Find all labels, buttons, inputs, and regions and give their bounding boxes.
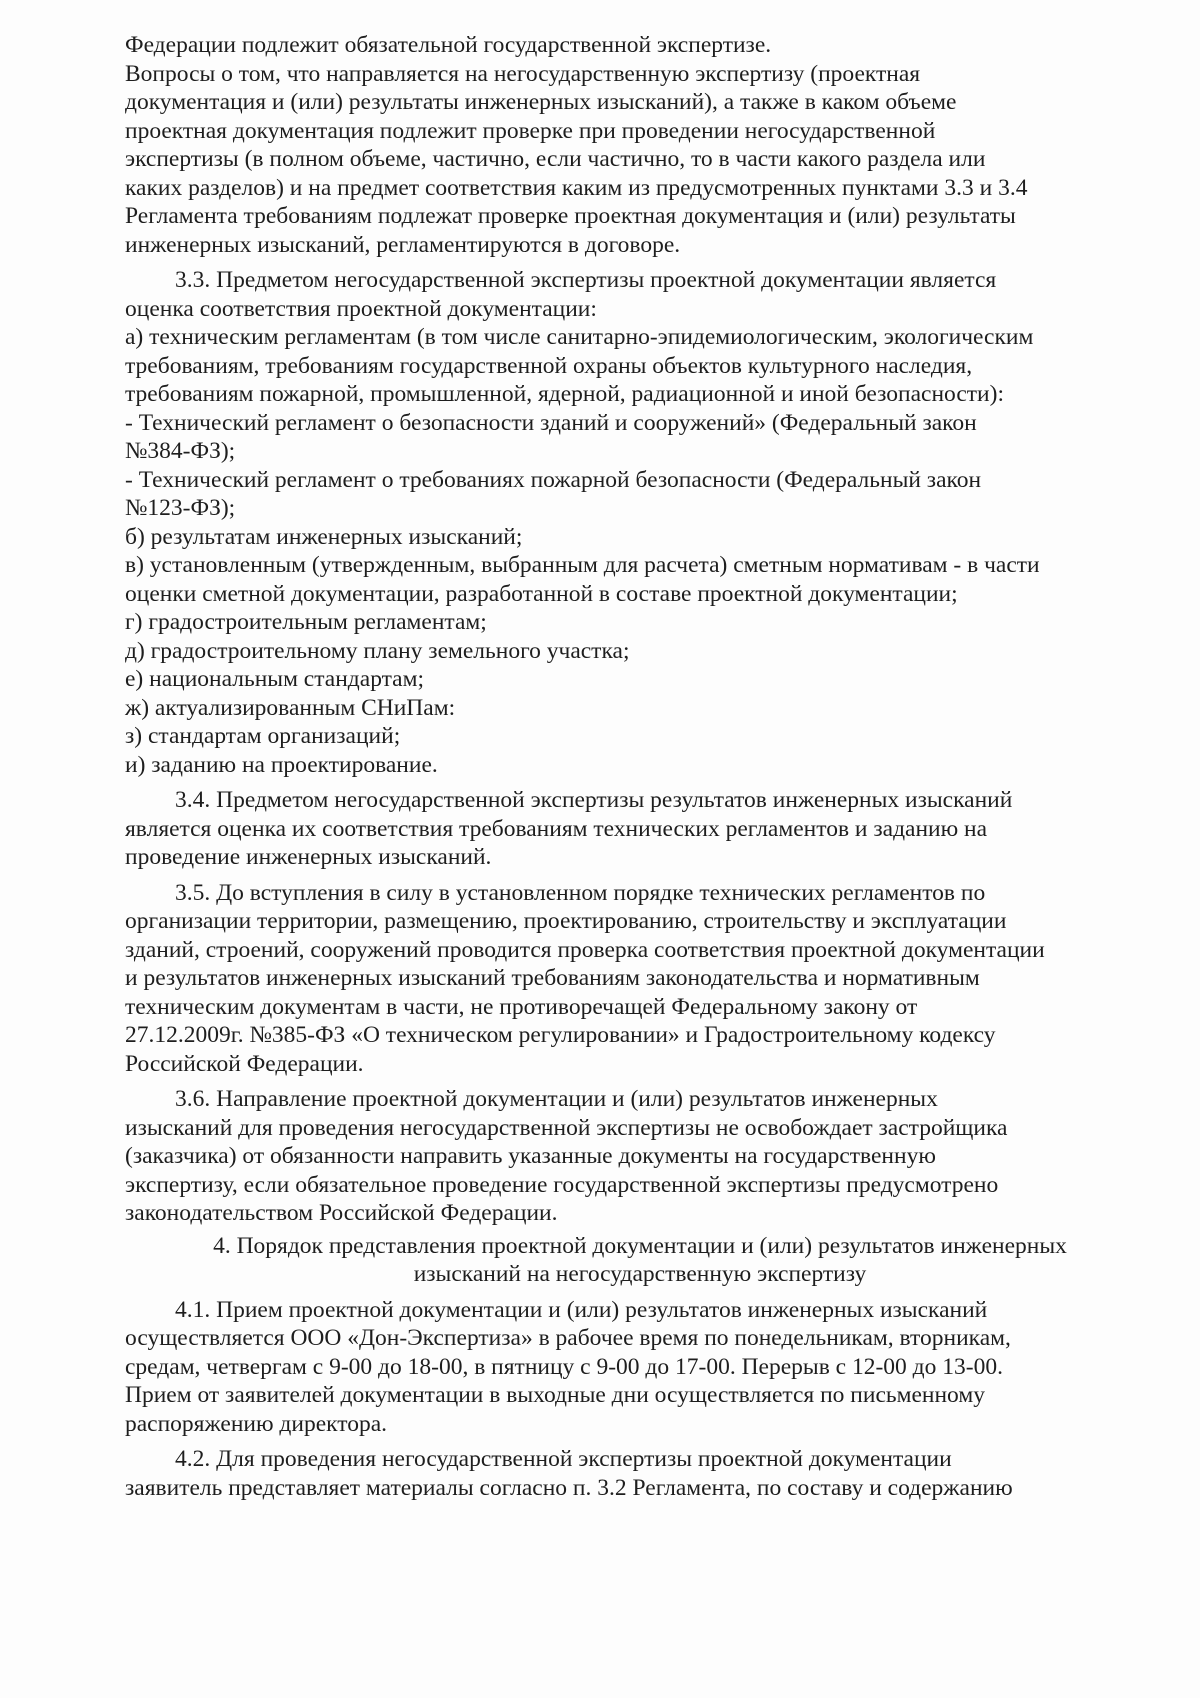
- list-item: - Технический регламент о безопасности зданий и сооружений» (Федеральный закон: [125, 409, 977, 436]
- document-text: [125, 31, 1155, 1502]
- paragraph-3-4: [125, 786, 1155, 872]
- list-item: и) заданию на проектирование.: [125, 751, 438, 778]
- text-line: техническим документам в части, не противоречащей Федеральному закону от: [125, 993, 918, 1020]
- text-line: 4.1. Прием проектной документации и (или) результатов инженерных изысканий: [175, 1296, 988, 1323]
- list-item: б) результатам инженерных изысканий;: [125, 523, 523, 550]
- text-line: документация и (или) результаты инженерных изысканий), а также в каком объеме: [125, 89, 957, 115]
- text-line: экспертизы (в полном объеме, частично, если частично, то в части какого раздела или: [125, 146, 986, 172]
- list-item: з) стандартам организаций;: [125, 723, 401, 749]
- list-item: е) национальным стандартам;: [125, 666, 425, 692]
- text-line: проектная документация подлежит проверке при проведении негосударственной: [125, 117, 936, 144]
- text-line: Федерации подлежит обязательной государственной экспертизе.: [125, 32, 772, 58]
- text-line: и результатов инженерных изысканий требованиям законодательства и нормативным: [125, 965, 980, 991]
- section-4-heading: [125, 1232, 1155, 1289]
- list-item: д) градостроительному плану земельного участка;: [125, 637, 630, 664]
- text-line: Регламента требованиям подлежат проверке проектная документация и (или) результаты: [125, 203, 1016, 229]
- text-line: инженерных изысканий, регламентируются в договоре.: [125, 231, 681, 258]
- list-item: - Технический регламент о требованиях пожарной безопасности (Федеральный закон: [125, 466, 982, 493]
- text-line: требованиям пожарной, промышленной, ядерной, радиационной и иной безопасности):: [125, 381, 1004, 407]
- text-line: Российской Федерации.: [125, 1050, 364, 1077]
- text-line: 4.2. Для проведения негосударственной экспертизы проектной документации: [175, 1446, 952, 1472]
- paragraph-3-6: [125, 1085, 1155, 1228]
- text-line: Вопросы о том, что направляется на негосударственную экспертизу (проектная: [125, 60, 921, 87]
- text-line: 3.5. До вступления в силу в установленном порядке технических регламентов по: [175, 879, 986, 906]
- paragraph-4-1: [125, 1296, 1155, 1439]
- section-heading-line: изысканий на негосударственную экспертизу: [413, 1261, 867, 1287]
- text-line: 3.4. Предметом негосударственной экспертизы результатов инженерных изысканий: [175, 787, 1013, 813]
- text-line: зданий, строений, сооружений проводится проверка соответствия проектной документации: [125, 936, 1045, 963]
- text-line: оценка соответствия проектной документации:: [125, 295, 597, 322]
- text-line: изысканий для проведения негосударственной экспертизы не освобождает застройщика: [125, 1114, 1008, 1141]
- text-line: является оценка их соответствия требованиям технических регламентов и заданию на: [125, 815, 988, 842]
- list-item: г) градостроительным регламентам;: [125, 609, 487, 635]
- text-line: проведение инженерных изысканий.: [125, 844, 492, 870]
- text-line: законодательством Российской Федерации.: [125, 1200, 558, 1226]
- text-line: №123-ФЗ);: [125, 495, 236, 521]
- paragraph-3-2-continuation: [125, 31, 1155, 259]
- text-line: заявитель представляет материалы согласно п. 3.2 Регламента, по составу и содержанию: [125, 1474, 1013, 1501]
- text-line: осуществляется ООО «Дон-Экспертиза» в рабочее время по понедельникам, вторникам,: [125, 1325, 1011, 1351]
- list-item: а) техническим регламентам (в том числе санитарно-эпидемиологическим, экологическим: [125, 324, 1034, 350]
- section-heading-line: 4. Порядок представления проектной документации и (или) результатов инженерных: [213, 1232, 1067, 1259]
- text-line: 3.3. Предметом негосударственной экспертизы проектной документации является: [175, 267, 997, 293]
- text-line: Прием от заявителей документации в выходные дни осуществляется по письменному: [125, 1382, 985, 1408]
- text-line: экспертизу, если обязательное проведение государственной экспертизы предусмотрено: [125, 1171, 999, 1198]
- text-line: каких разделов) и на предмет соответствия каким из предусмотренных пунктами 3.3 и 3.4: [125, 174, 1028, 201]
- text-line: №384-ФЗ);: [125, 438, 236, 464]
- text-line: требованиям, требованиям государственной охраны объектов культурного наследия,: [125, 352, 973, 379]
- text-line: средам, четвергам с 9-00 до 18-00, в пятницу с 9-00 до 17-00. Перерыв с 12-00 до 13-00.: [125, 1353, 1003, 1380]
- paragraph-4-2: [125, 1445, 1155, 1502]
- text-line: (заказчика) от обязанности направить указанные документы на государственную: [125, 1143, 936, 1169]
- list-item: ж) актуализированным СНиПам:: [125, 694, 456, 721]
- paragraph-3-3: [125, 266, 1155, 779]
- text-line: 27.12.2009г. №385-ФЗ «О техническом регулировании» и Градостроительному кодексу: [125, 1022, 996, 1048]
- list-item: в) установленным (утвержденным, выбранным для расчета) сметным нормативам - в части: [125, 552, 1040, 578]
- text-line: 3.6. Направление проектной документации и (или) результатов инженерных: [175, 1086, 938, 1112]
- text-line: организации территории, размещению, проектированию, строительству и эксплуатации: [125, 908, 1007, 934]
- paragraph-3-5: [125, 879, 1155, 1079]
- text-line: оценки сметной документации, разработанной в составе проектной документации;: [125, 580, 958, 607]
- text-line: распоряжению директора.: [125, 1410, 388, 1437]
